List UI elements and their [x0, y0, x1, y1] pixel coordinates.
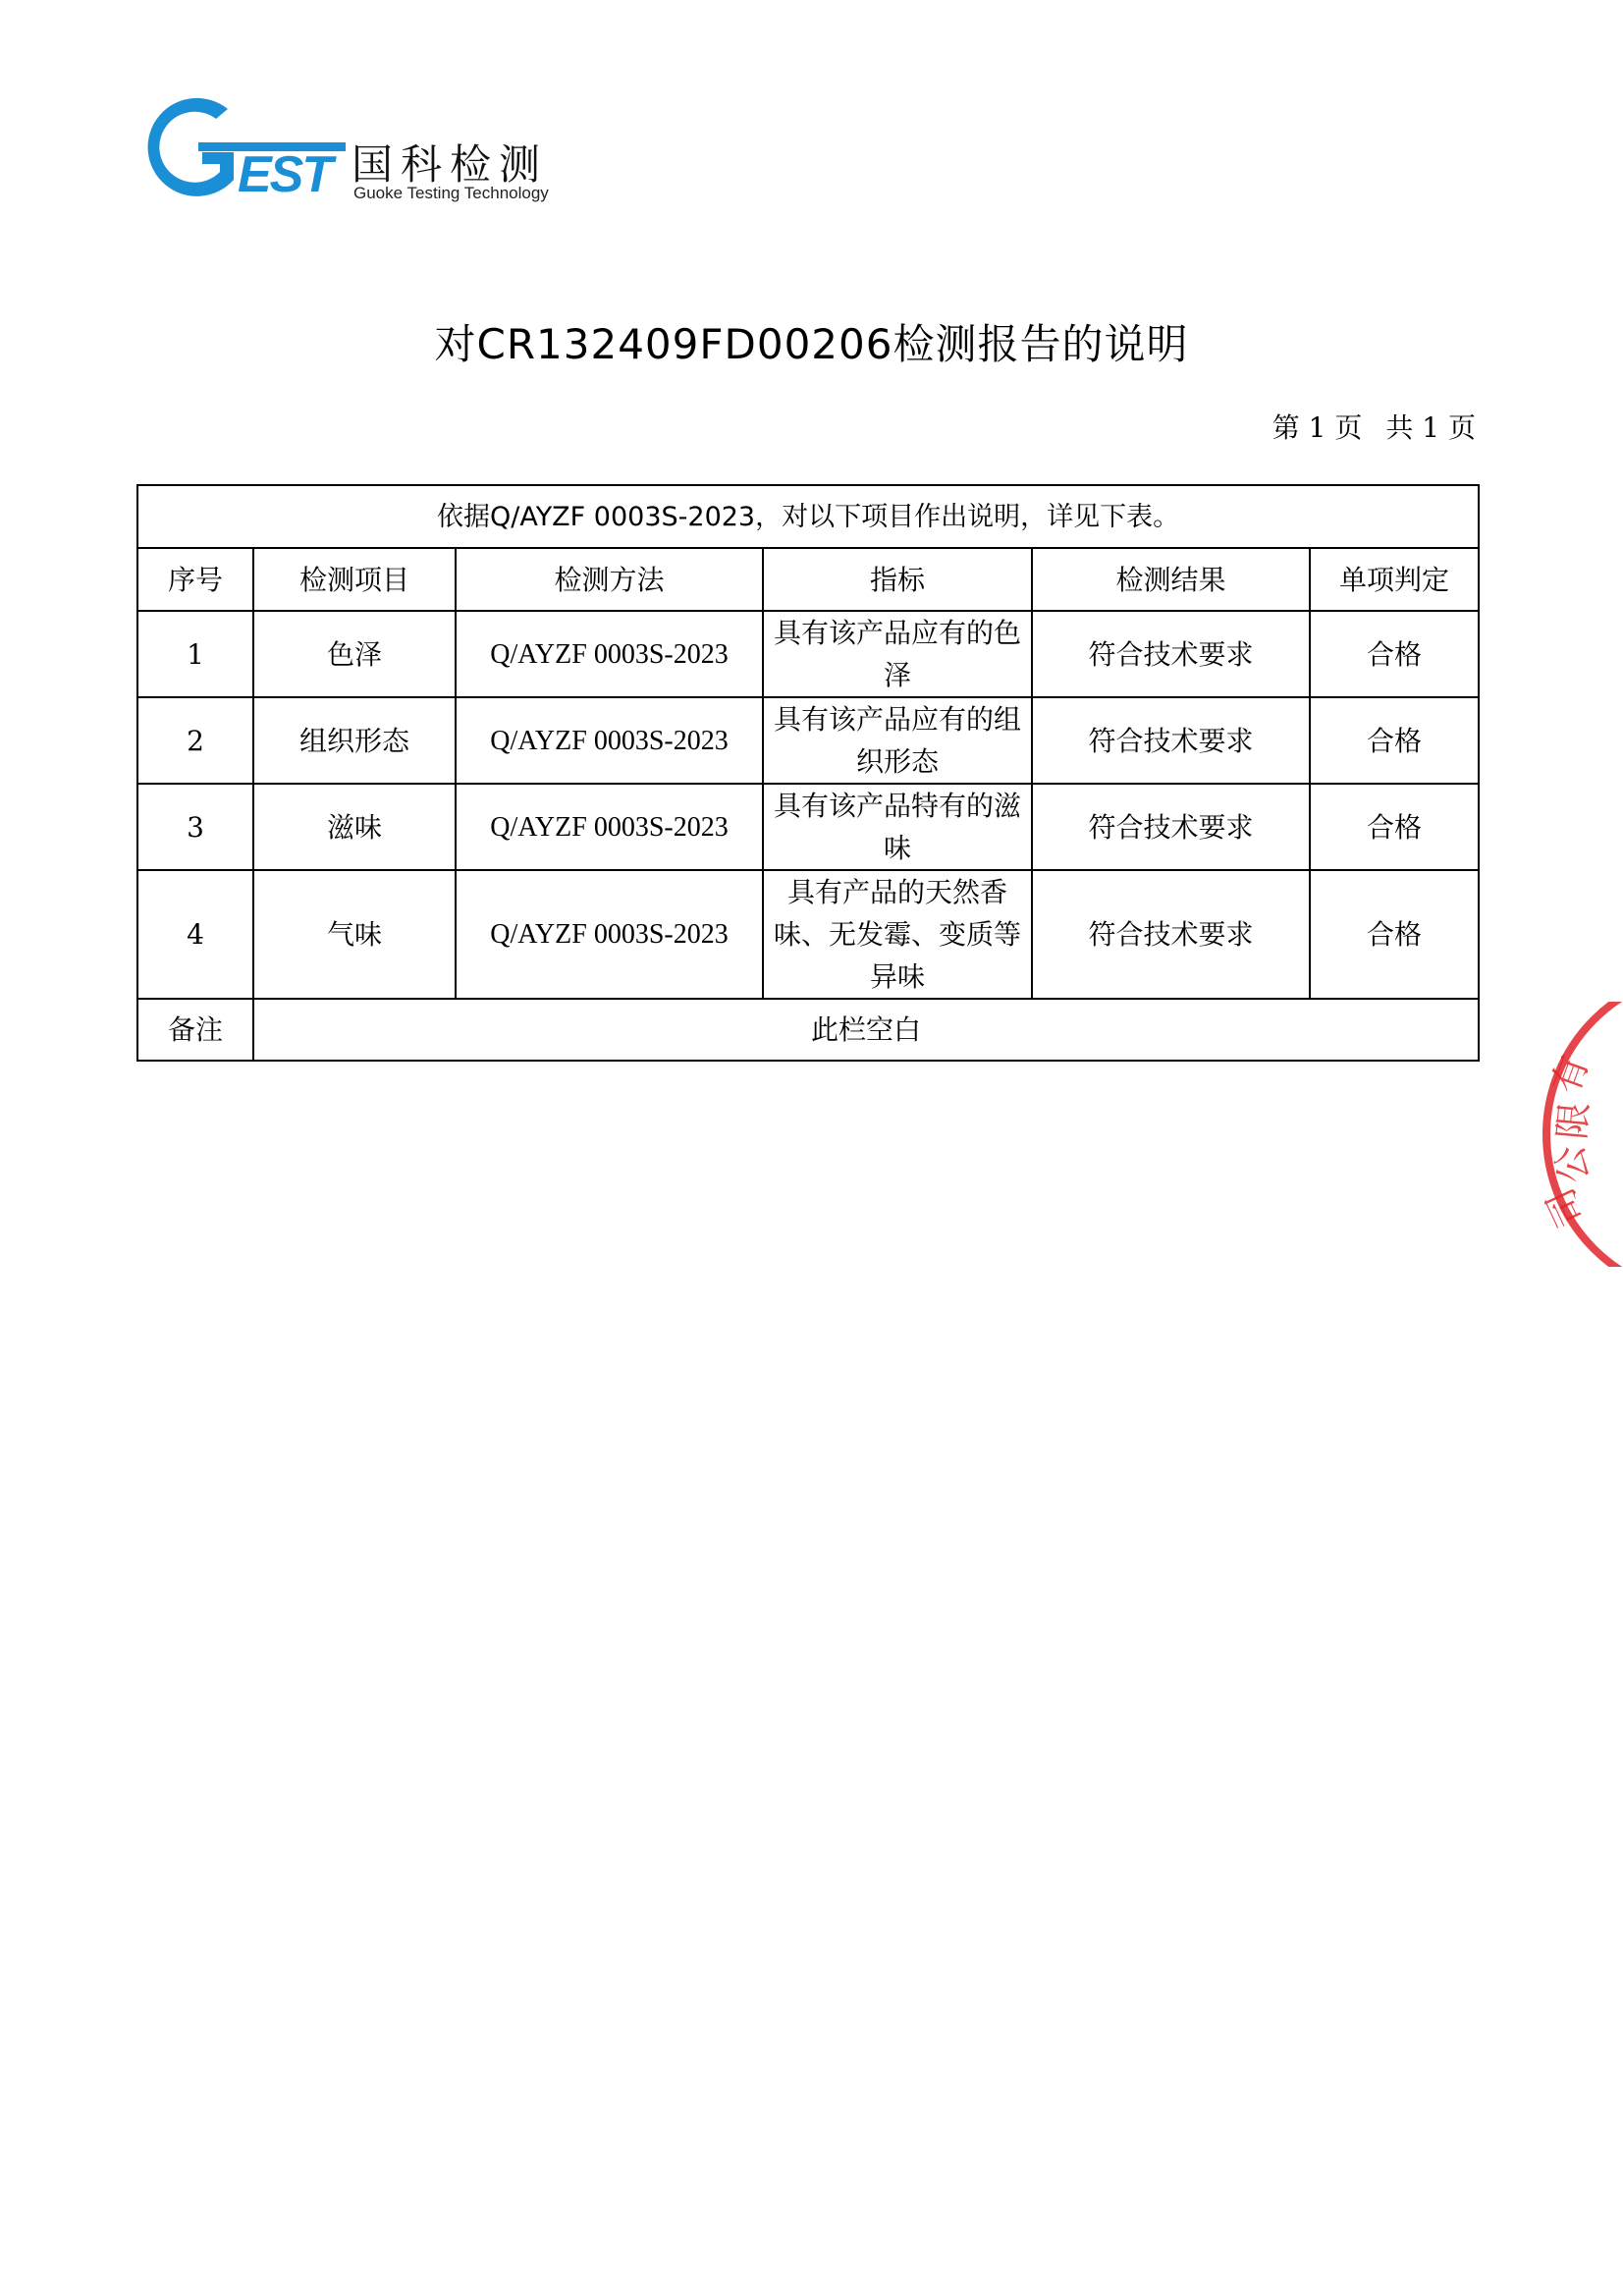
row-item: 气味 — [253, 870, 456, 999]
company-logo — [147, 93, 560, 216]
row-item: 色泽 — [253, 611, 456, 697]
row-no: 2 — [137, 697, 253, 784]
table-row — [137, 870, 1479, 999]
company-seal — [1527, 1002, 1623, 1267]
gest-logo-mark — [147, 93, 353, 216]
row-judgment: 合格 — [1310, 870, 1479, 999]
row-indicator — [763, 611, 1032, 697]
brand-name-en: Guoke Testing Technology — [353, 184, 549, 202]
table-row — [137, 697, 1479, 784]
remark-label: 备注 — [137, 999, 253, 1061]
row-result: 符合技术要求 — [1032, 611, 1310, 697]
header-item: 检测项目 — [253, 548, 456, 611]
brand-name-cn: 国科检测 — [352, 140, 549, 189]
svg-text:限: 限 — [1549, 1100, 1596, 1142]
row-item: 滋味 — [253, 784, 456, 870]
svg-text:有: 有 — [1543, 1049, 1597, 1100]
row-method: Q/AYZF 0003S-2023 — [456, 697, 763, 784]
svg-text:司: 司 — [1538, 1181, 1594, 1234]
document-title: 对CR132409FD00206检测报告的说明 — [434, 320, 1189, 368]
row-judgment: 合格 — [1310, 697, 1479, 784]
row-indicator-text: 具有该产品特有的滋味 — [773, 790, 1021, 864]
svg-text:EST: EST — [238, 146, 332, 203]
basis-statement: 依据Q/AYZF 0003S-2023，对以下项目作出说明，详见下表。 — [137, 485, 1479, 548]
header-result: 检测结果 — [1032, 548, 1310, 611]
header-indicator: 指标 — [763, 548, 1032, 611]
remark-value: 此栏空白 — [253, 999, 1479, 1061]
row-method: Q/AYZF 0003S-2023 — [456, 870, 763, 999]
table-row — [137, 784, 1479, 870]
table-row — [137, 611, 1479, 697]
row-result: 符合技术要求 — [1032, 870, 1310, 999]
row-method: Q/AYZF 0003S-2023 — [456, 784, 763, 870]
row-judgment: 合格 — [1310, 611, 1479, 697]
row-no: 4 — [137, 870, 253, 999]
row-no: 1 — [137, 611, 253, 697]
row-no: 3 — [137, 784, 253, 870]
header-no: 序号 — [137, 548, 253, 611]
page-total: 共 1 页 — [1385, 411, 1476, 444]
seal-stamp-icon — [1527, 1002, 1623, 1267]
page-current: 第 1 页 — [1271, 411, 1363, 444]
page-counter — [1272, 407, 1476, 446]
row-method: Q/AYZF 0003S-2023 — [456, 611, 763, 697]
row-result: 符合技术要求 — [1032, 697, 1310, 784]
row-result: 符合技术要求 — [1032, 784, 1310, 870]
header-method: 检测方法 — [456, 548, 763, 611]
row-indicator — [763, 870, 1032, 999]
row-item: 组织形态 — [253, 697, 456, 784]
inspection-table — [136, 484, 1480, 1062]
row-judgment: 合格 — [1310, 784, 1479, 870]
header-judgment: 单项判定 — [1310, 548, 1479, 611]
row-indicator-text: 具有该产品应有的色泽 — [773, 617, 1021, 691]
svg-text:公: 公 — [1547, 1142, 1597, 1187]
row-indicator — [763, 784, 1032, 870]
row-indicator-text: 具有产品的天然香味、无发霉、变质等异味 — [773, 876, 1021, 993]
row-indicator-text: 具有该产品应有的组织形态 — [773, 703, 1021, 778]
row-indicator — [763, 697, 1032, 784]
